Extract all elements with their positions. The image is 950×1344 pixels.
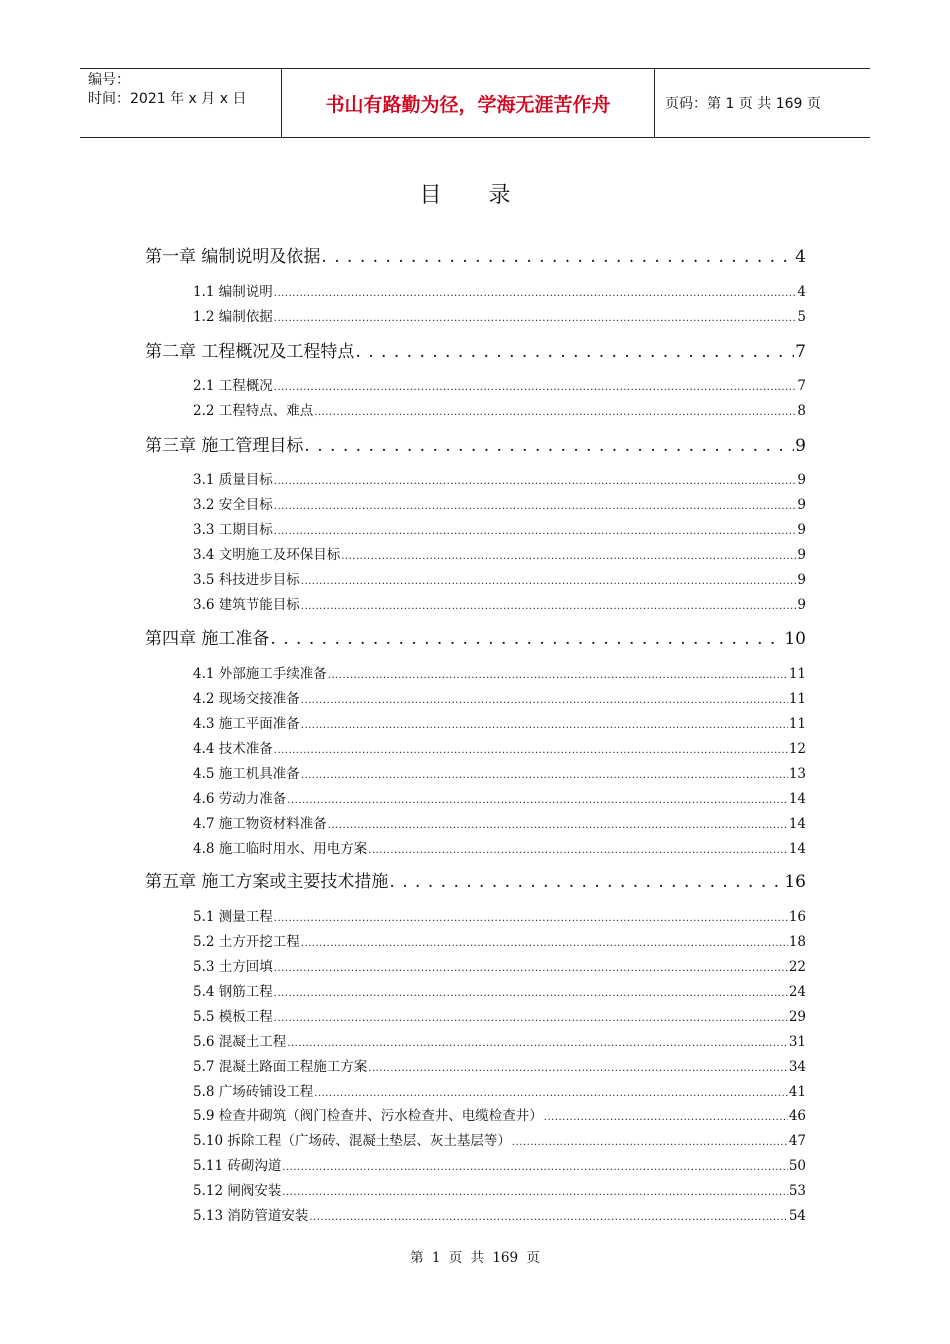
toc-section[interactable] bbox=[193, 1204, 806, 1224]
toc-label: 3.4 文明施工及环保目标 bbox=[193, 547, 341, 563]
toc-label: 5.5 模板工程 bbox=[193, 1009, 273, 1025]
toc-leader bbox=[274, 497, 797, 513]
toc-leader bbox=[301, 691, 788, 707]
page-footer: 第 1 页 共 169 页 bbox=[410, 1250, 540, 1266]
toc-leader bbox=[309, 1208, 787, 1224]
toc-page-number: 11 bbox=[788, 666, 806, 682]
toc-label: 4.7 施工物资材料准备 bbox=[193, 816, 327, 832]
toc-leader bbox=[314, 403, 796, 419]
toc-leader bbox=[368, 841, 788, 857]
toc-section[interactable] bbox=[193, 762, 806, 782]
toc-page-number: 16 bbox=[784, 872, 806, 892]
toc-leader bbox=[270, 629, 783, 649]
toc-label: 1.2 编制依据 bbox=[193, 309, 273, 325]
toc-section[interactable] bbox=[193, 1080, 806, 1100]
toc-leader bbox=[341, 547, 796, 563]
document-number-label: 编号： bbox=[88, 72, 130, 88]
toc-page-number: 9 bbox=[797, 597, 806, 613]
toc-page-number: 7 bbox=[797, 378, 806, 394]
toc-section[interactable] bbox=[193, 712, 806, 732]
toc-page-number: 14 bbox=[788, 841, 806, 857]
toc-page-number: 9 bbox=[797, 497, 806, 513]
toc-label: 2.1 工程概况 bbox=[193, 378, 273, 394]
toc-label: 1.1 编制说明 bbox=[193, 284, 273, 300]
toc-page-number: 34 bbox=[788, 1059, 806, 1075]
toc-label: 第三章 施工管理目标 bbox=[145, 436, 304, 456]
toc-label: 5.9 检查井砌筑（阀门检查井、污水检查井、电缆检查井） bbox=[193, 1108, 543, 1124]
toc-page-number: 11 bbox=[788, 716, 806, 732]
toc-leader bbox=[274, 1009, 788, 1025]
toc-label: 3.6 建筑节能目标 bbox=[193, 597, 300, 613]
toc-page-number: 29 bbox=[788, 1009, 806, 1025]
toc-label: 4.1 外部施工手续准备 bbox=[193, 666, 327, 682]
toc-section[interactable] bbox=[193, 1055, 806, 1075]
toc-label: 5.6 混凝土工程 bbox=[193, 1034, 287, 1050]
toc-page-number: 4 bbox=[795, 247, 806, 267]
toc-section[interactable] bbox=[193, 662, 806, 682]
toc-leader bbox=[287, 791, 788, 807]
toc-section[interactable] bbox=[193, 518, 806, 538]
header-motto: 书山有路勤为径，学海无涯苦作舟 bbox=[282, 69, 655, 137]
toc-leader bbox=[314, 1084, 788, 1100]
toc-leader bbox=[282, 1158, 787, 1174]
toc-page-number: 24 bbox=[788, 984, 806, 1000]
toc-label: 第五章 施工方案或主要技术措施 bbox=[145, 872, 389, 892]
toc-chapter[interactable] bbox=[145, 431, 806, 456]
toc-section[interactable] bbox=[193, 812, 806, 832]
toc-leader bbox=[274, 522, 797, 538]
toc-leader bbox=[304, 436, 794, 456]
toc-label: 5.1 测量工程 bbox=[193, 909, 273, 925]
toc-leader bbox=[274, 909, 788, 925]
toc-page-number: 11 bbox=[788, 691, 806, 707]
toc-leader bbox=[274, 741, 788, 757]
toc-label: 4.4 技术准备 bbox=[193, 741, 273, 757]
toc-label: 4.5 施工机具准备 bbox=[193, 766, 300, 782]
toc-page-number: 7 bbox=[795, 342, 806, 362]
toc-chapter[interactable] bbox=[145, 242, 806, 267]
toc-page-number: 50 bbox=[788, 1158, 806, 1174]
toc-page-number: 9 bbox=[797, 572, 806, 588]
toc-section[interactable] bbox=[193, 1030, 806, 1050]
toc-section[interactable] bbox=[193, 955, 806, 975]
page-header bbox=[80, 68, 870, 138]
toc-leader bbox=[321, 247, 794, 267]
toc-section[interactable] bbox=[193, 543, 806, 563]
toc-page-number: 22 bbox=[788, 959, 806, 975]
toc-label: 4.2 现场交接准备 bbox=[193, 691, 300, 707]
toc-section[interactable] bbox=[193, 980, 806, 1000]
toc-label: 4.3 施工平面准备 bbox=[193, 716, 300, 732]
toc-leader bbox=[274, 959, 788, 975]
toc-label: 3.3 工期目标 bbox=[193, 522, 273, 538]
toc-chapter[interactable] bbox=[145, 337, 806, 362]
toc-page-number: 9 bbox=[795, 436, 806, 456]
toc-page-number: 14 bbox=[788, 791, 806, 807]
toc-page-number: 18 bbox=[788, 934, 806, 950]
toc-label: 2.2 工程特点、难点 bbox=[193, 403, 314, 419]
toc-leader bbox=[389, 872, 783, 892]
toc-section[interactable] bbox=[193, 1104, 806, 1124]
toc-page-number: 16 bbox=[788, 909, 806, 925]
toc-label: 5.12 闸阀安装 bbox=[193, 1183, 282, 1199]
toc-label: 3.1 质量目标 bbox=[193, 472, 273, 488]
toc-page-number: 47 bbox=[788, 1133, 806, 1149]
toc-section[interactable] bbox=[193, 1005, 806, 1025]
toc-leader bbox=[328, 816, 788, 832]
toc-label: 第四章 施工准备 bbox=[145, 629, 270, 649]
toc-page-number: 9 bbox=[797, 522, 806, 538]
header-page-info: 页码：第 1 页 共 169 页 bbox=[665, 96, 821, 112]
toc-section[interactable] bbox=[193, 905, 806, 925]
toc-page-number: 5 bbox=[797, 309, 806, 325]
toc-page-number: 14 bbox=[788, 816, 806, 832]
toc-page-number: 4 bbox=[797, 284, 806, 300]
toc-section[interactable] bbox=[193, 568, 806, 588]
toc-title: 目 录 bbox=[419, 183, 531, 208]
toc-label: 3.2 安全目标 bbox=[193, 497, 273, 513]
toc-section[interactable] bbox=[193, 1129, 806, 1149]
toc-label: 4.8 施工临时用水、用电方案 bbox=[193, 841, 368, 857]
toc-section[interactable] bbox=[193, 837, 806, 857]
toc-leader bbox=[301, 934, 788, 950]
toc-leader bbox=[301, 716, 788, 732]
toc-page-number: 31 bbox=[788, 1034, 806, 1050]
toc-leader bbox=[368, 1059, 788, 1075]
toc-page-number: 53 bbox=[788, 1183, 806, 1199]
toc-section[interactable] bbox=[193, 1179, 806, 1199]
toc-leader bbox=[301, 572, 797, 588]
toc-page-number: 13 bbox=[788, 766, 806, 782]
toc-leader bbox=[274, 984, 788, 1000]
toc-leader bbox=[512, 1133, 788, 1149]
toc-leader bbox=[328, 666, 788, 682]
document-date-label: 时间：2021 年 x 月 x 日 bbox=[88, 91, 247, 107]
toc-section[interactable] bbox=[193, 593, 806, 613]
toc-section[interactable] bbox=[193, 493, 806, 513]
toc-page-number: 10 bbox=[784, 629, 806, 649]
toc-leader bbox=[274, 309, 797, 325]
toc-section[interactable] bbox=[193, 1154, 806, 1174]
toc-chapter[interactable] bbox=[145, 867, 806, 892]
toc-page-number: 12 bbox=[788, 741, 806, 757]
toc-label: 第一章 编制说明及依据 bbox=[145, 247, 321, 267]
toc-page-number: 41 bbox=[788, 1084, 806, 1100]
toc-leader bbox=[287, 1034, 788, 1050]
toc-page-number: 9 bbox=[797, 547, 806, 563]
toc-section[interactable] bbox=[193, 374, 806, 394]
toc-label: 5.8 广场砖铺设工程 bbox=[193, 1084, 314, 1100]
toc-leader bbox=[544, 1108, 788, 1124]
toc-section[interactable] bbox=[193, 930, 806, 950]
toc-section[interactable] bbox=[193, 687, 806, 707]
toc-page-number: 46 bbox=[788, 1108, 806, 1124]
toc-label: 5.4 钢筋工程 bbox=[193, 984, 273, 1000]
toc-leader bbox=[355, 342, 794, 362]
toc-page-number: 8 bbox=[797, 403, 806, 419]
toc-label: 5.13 消防管道安装 bbox=[193, 1208, 309, 1224]
toc-section[interactable] bbox=[193, 305, 806, 325]
toc-section[interactable] bbox=[193, 280, 806, 300]
toc-label: 5.3 土方回填 bbox=[193, 959, 273, 975]
toc-leader bbox=[301, 597, 797, 613]
toc-chapter[interactable] bbox=[145, 624, 806, 649]
toc-leader bbox=[274, 472, 797, 488]
header-meta bbox=[80, 69, 282, 137]
toc-label: 5.10 拆除工程（广场砖、混凝土垫层、灰土基层等） bbox=[193, 1133, 511, 1149]
toc-leader bbox=[282, 1183, 787, 1199]
toc-label: 3.5 科技进步目标 bbox=[193, 572, 300, 588]
toc-label: 5.7 混凝土路面工程施工方案 bbox=[193, 1059, 368, 1075]
toc-label: 第二章 工程概况及工程特点 bbox=[145, 342, 355, 362]
toc-section[interactable] bbox=[193, 399, 806, 419]
toc-section[interactable] bbox=[193, 787, 806, 807]
toc-leader bbox=[274, 284, 797, 300]
toc-label: 4.6 劳动力准备 bbox=[193, 791, 287, 807]
toc-page-number: 54 bbox=[788, 1208, 806, 1224]
toc-leader bbox=[301, 766, 788, 782]
toc-label: 5.2 土方开挖工程 bbox=[193, 934, 300, 950]
toc-leader bbox=[274, 378, 797, 394]
toc-section[interactable] bbox=[193, 737, 806, 757]
toc-label: 5.11 砖砌沟道 bbox=[193, 1158, 282, 1174]
toc-page-number: 9 bbox=[797, 472, 806, 488]
toc-section[interactable] bbox=[193, 468, 806, 488]
